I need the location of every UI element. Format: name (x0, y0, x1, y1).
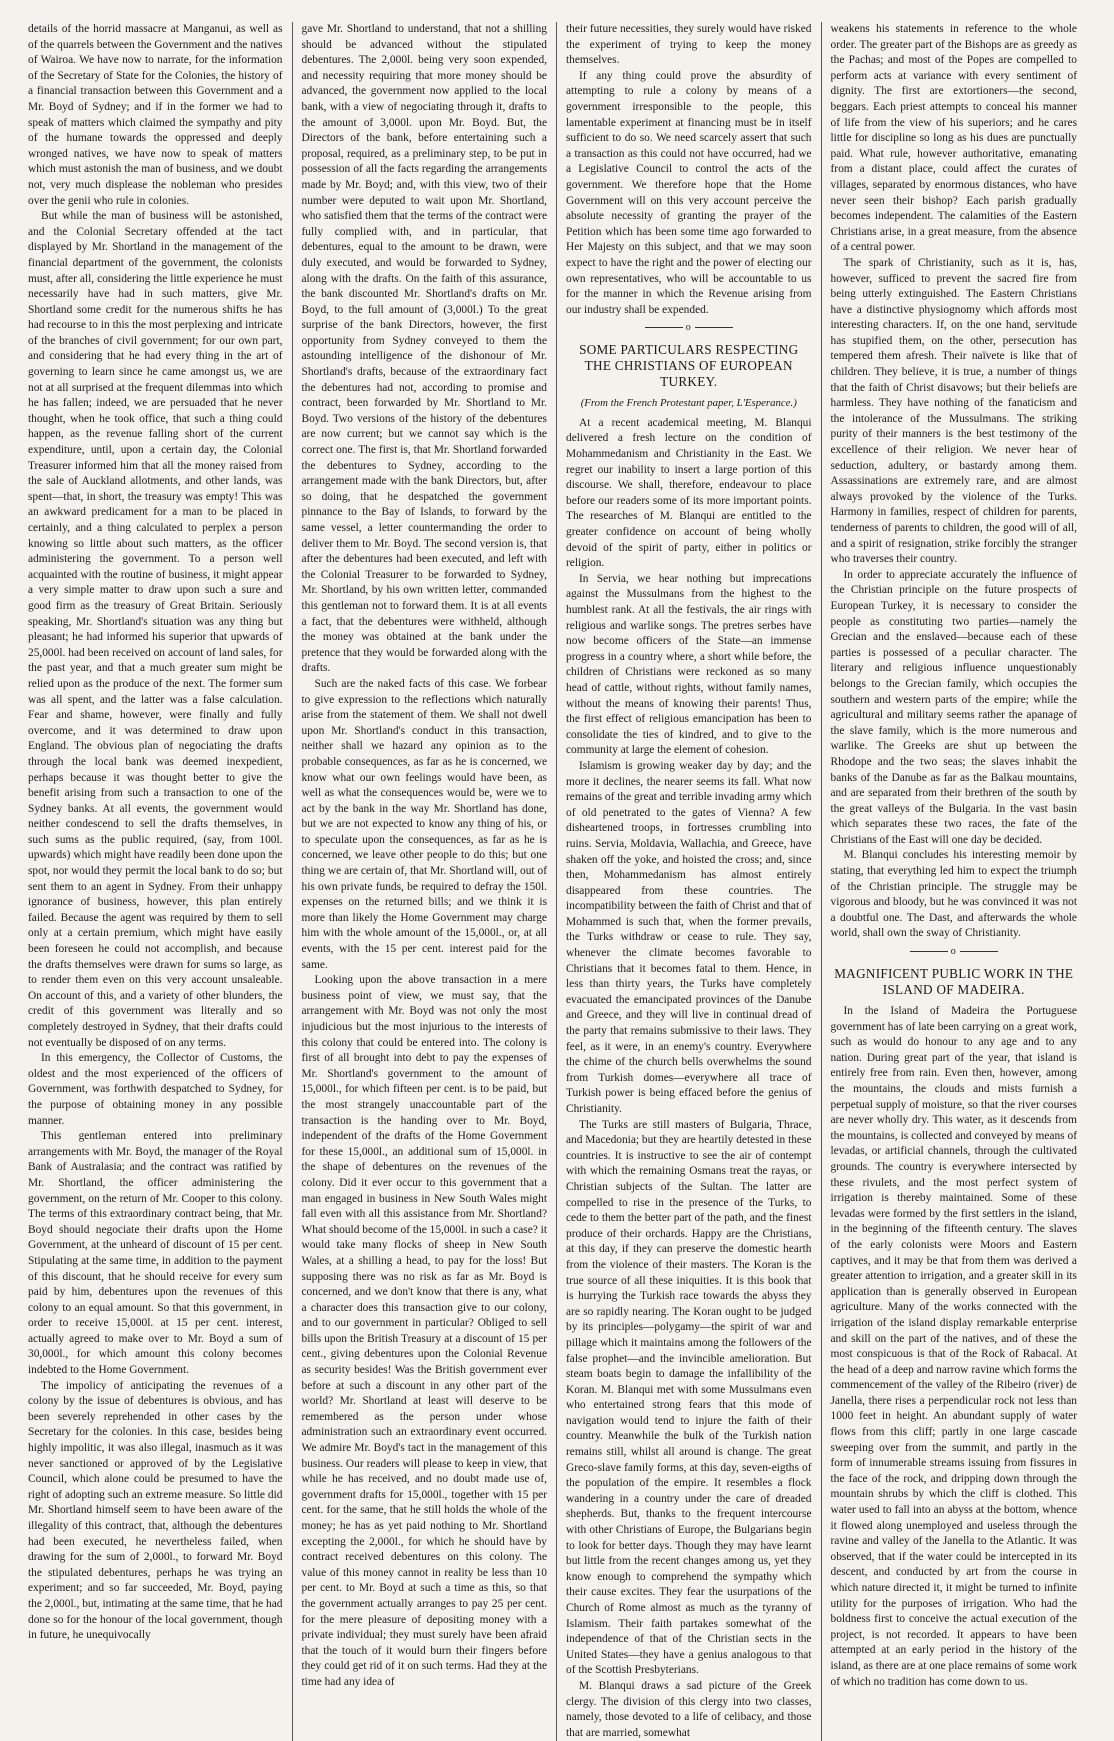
paragraph: details of the horrid massacre at Manganui, as well as of the quarrels between the Government and the natives of Wairoa. We have now to narrate, for the information of the Secretary of State for the Colonies, the history of a financial transaction between this Government and a Mr. Boyd of Sydney; and if in the former we had to speak of matters which claimed the sympathy and pity of the humane towards the oppressed and deeply wronged natives, we have now to speak of matters which must astonish the man of business, and we doubt not, very much displease the nobleman who presides over the genii who rule in colonies. (28, 23, 283, 207)
article-heading-madeira: MAGNIFICENT PUBLIC WORK IN THE ISLAND OF MADEIRA. (834, 966, 1074, 998)
column-4 (822, 22, 1087, 1741)
paragraph: But while the man of business will be astonished, and the Colonial Secretary offended at the tact displayed by Mr. Shortland in the management of the financial department of the government, the colonists must, after all, considering the little experience he must necessarily have had in such matters, give Mr. Shortland some credit for the numerous shifts he has had recourse to in this the most perplexing and intricate of the branches of civil government; for our own part, and considering that he had every thing in the art of governing to learn since he came amongst us, we are not at all surprised at the frequent dilemmas into which he has fallen; indeed, we are persuaded that he never thought, when he took office, that such a thing could happen, as the revenue falling short of the current expenditure, until, upon a certain day, the Colonial Treasurer informed him that all the money raised from the sale of Auckland allotments, and other lands, was spent—that, in short, the treasury was empty! This was an awkward predicament for a man to be placed in certainly, and a thing calculated to perplex a person knowing so little about such matters, as the officer administering the government. To a person well acquainted with the routine of business, it might appear a very simple matter to draw upon such a sure and good firm as the treasury of Great Britain. Seriously speaking, Mr. Shortland's situation was any thing but pleasant; he had informed his superior that upwards of 25,000l. had been received on account of land sales, for the past year, and that a much greater sum might be relied upon as the produce of the next. The former sum was all spent, and the latter was a false calculation. Fear and shame, however, were finally and fully overcome, and it was determined to draw upon England. The obvious plan of negociating the drafts through the local bank was deemed inexpedient, perhaps because it was thought better to give the benefit arising from such a transaction to one of the Sydney banks. At all events, the government would neither condescend to sell the drafts themselves, in such sums as the public required, (say, from 100l. upwards) which might have readily been done upon the spot, nor would they permit the local bank to do so; but sent them to an agent in Sydney. From their unhappy ignorance of business, however, this plan entirely failed. Because the agent was required by them to sell only at a certain premium, which might have easily been foreseen he could not accomplish, and because the drafts themselves were drawn for sums so large, as to render them even on this very account unsaleable. On account of this, and a variety of other blunders, the credit of this government was literally and so completely destroyed in Sydney, that their drafts could not eventually be disposed of on any terms. (28, 210, 283, 1049)
column-1 (28, 22, 293, 1741)
column-2 (293, 22, 558, 1741)
paragraph: The spark of Christianity, such as it is, has, however, sufficed to prevent the sacred fire from being utterly extinguished. The Eastern Christians have a distinctive physiognomy which affords most interesting characters. If, on the one hand, servitude has stupified them, on the other, persecution has tempered them afresh. Their naïvete is like that of children. They believe, it is true, a number of things that the faith of Christ disavows; but their beliefs are harmless. They have nothing of the fanaticism and the intolerance of the Mussulmans. The striking purity of their manners is the best testimony of the excellence of their religion. We never hear of seduction, adultery, or bastardy among them. Assassinations are extremely rare, and are almost always provoked by the violence of the Turks. Harmony in families, respect of children for parents, tenderness of parents to children, the good will of all, and a spirit of resignation, strike forcibly the stranger who traverses their country. (830, 256, 1077, 566)
paragraph: M. Blanqui concludes his interesting memoir by stating, that everything led him to expect the triumph of the Christian principle. The struggle may be vigorous and bloody, but he was convinced it was not a doubtful one. The Dast, and afterwards the whole world, shall own the sway of Christianity. (830, 849, 1077, 940)
paragraph: Such are the naked facts of this case. We forbear to give expression to the reflections which naturally arise from the statement of them. We shall not dwell upon Mr. Shortland's conduct in this transaction, neither shall we hazard any opinion as to the probable consequences, as far as he is concerned, we know what our own feelings would have been, as well as what the consequences would be, were we to act by the bank in the way Mr. Shortland has done, but we are not expected to know any thing of his, or to speculate upon the consequences, as far as he is concerned, we leave other people to do this; but one thing we are certain of, that Mr. Shortland will, out of his own private funds, be required to defray the 150l. expenses on the returned bills; and we think it is more than likely the Home Government may charge him with the whole amount of the 15,000l., or, at all events, with the 15 per cent. interest paid for the same. (301, 677, 547, 971)
paragraph: In this emergency, the Collector of Customs, the oldest and the most experienced of the officers of Government, was forthwith despatched to Sydney, for the purpose of obtaining money in any possible manner. (28, 1052, 283, 1127)
paragraph: In order to appreciate accurately the influence of the Christian principle on the future prospects of European Turkey, it is necessary to consider the people as constituting two parties—namely the Grecian and the enslaved—because each of these parties is possessed of a peculiar character. The literary and religious influence unquestionably belongs to the Grecian family, which occupies the southern and western parts of the empire; while the agricultural and military seems rather the apanage of the slave family, which is the more numerous and warlike. The Greeks are shut up between the Rhodope and the two seas; the slaves inhabit the banks of the Danube as far as the Balkau mountains, and are separated from their brethren of the south by the great valleys of the Bulgaria. In the vast basin which separates these two races, the fate of the Christians of the East will one day be decided. (830, 568, 1077, 846)
paragraph: This gentleman entered into preliminary arrangements with Mr. Boyd, the manager of the Royal Bank of Australasia; and the contract was ratified by Mr. Shortland, the officer administering the government, on the return of Mr. Cooper to this colony. The terms of this extraordinary contract being, that Mr. Boyd should negociate their drafts upon the Home Government, at the unheard of discount of 15 per cent. Stipulating at the same time, in addition to the payment of this discount, that he should receive for every sum paid by him, debentures upon the revenues of this colony to an equal amount. So that this government, in order to receive 15,000l. at 15 per cent. interest, actually agreed to make over to Mr. Boyd a sum of 30,000l., for which amount this colony becomes indebted to the Home Government. (28, 1130, 283, 1377)
section-divider: o (566, 322, 812, 334)
paragraph: In Servia, we hear nothing but imprecations against the Mussulmans from the highest to the humblest rank. At all the festivals, the air rings with religious and warlike songs. The pretres serbes have now become officers of the State—an immense progress in a country where, a short while before, the children of Christians were reckoned as so many head of cattle, without rights, without family names, without the means of knowing their parents! Thus, the first effect of religious emancipation has been to consolidate the ties of kindred, and to give to the community at large the element of cohesion. (566, 572, 812, 757)
paragraph: Looking upon the above transaction in a mere business point of view, we must say, that the arrangement with Mr. Boyd was not only the most injudicious but the most injurious to the interests of this colony that could be entered into. The colony is first of all brought into debt to pay the expenses of Mr. Shortland's government to the amount of 15,000l., for which fifteen per cent. is to be paid, but the most strangely unaccountable part of the transaction is the handing over to Mr. Boyd, independent of the drafts of the Home Government for these 15,000l., an additional sum of 15,000l. in the shape of debentures on the revenues of the colony. Did it ever occur to this government that a man engaged in business in New South Wales might fall even with all this assistance from Mr. Shortland? What should become of the 15,000l. in such a case? it would take many flocks of sheep in New South Wales, at a shilling a head, to pay for the loss! But supposing there was no risk as far as Mr. Boyd is concerned, and we don't know that there is any, what a character does this transaction give to our colony, and to our government in particular? Obliged to sell bills upon the British Treasury at a discount of 15 per cent., giving debentures upon the Colonial Revenue as security besides! Was the British government ever before at such a discount in any other part of the world? Mr. Shortland at least will deserve to be remembered as the person under whose administration such an extraordinary event occurred. We admire Mr. Boyd's tact in the management of this business. Our readers will please to keep in view, that while he has received, and no doubt made use of, government drafts for 15,000l., together with 15 per cent. for the same, that he still holds the whole of the money; he has as yet paid nothing to Mr. Shortland excepting the 2,000l., for which he should have by contract received debentures on this colony. The value of this money cannot in reality be less than 10 per cent. to Mr. Boyd at such a time as this, so that the government actually arranges to pay 25 per cent. for the mere pleasure of depositing money with a private individual; they must surely have been afraid that the touch of it would burn their fingers before they could get rid of it on such terms. Had they at the time had any idea of (301, 974, 547, 1688)
paragraph: M. Blanqui draws a sad picture of the Greek clergy. The division of this clergy into two classes, namely, those devoted to a life of celibacy, and those that are married, somewhat (566, 1679, 812, 1739)
paragraph: The impolicy of anticipating the revenues of a colony by the issue of debentures is obvious, and has been severely reprehended in other cases by the Secretary for the colonies. In this case, besides being highly impolitic, it was also illegal, inasmuch as it was never sanctioned or approved of by the Legislative Council, which alone could be presumed to have the right of adopting such an extreme measure. So little did Mr. Shortland himself seem to have been aware of the illegality of this contract, that, although the debentures had been executed, he nevertheless failed, when drawing for the sum of 2,000l., to forward Mr. Boyd the stipulated debentures, perhaps he was trying an experiment; and so far succeeded, Mr. Boyd, paying the 2,000l., but, intimating at the same time, that he had done so for the honour of the local government, though in future, he unequivocally (28, 1379, 283, 1642)
article-heading-turkey: SOME PARTICULARS RESPECTING THE CHRISTIANS OF EUROPEAN TURKEY. (579, 342, 799, 390)
paragraph: Islamism is growing weaker day by day; and the more it declines, the nearer seems its fall. What now remains of the great and terrible invading army which of old penetrated to the gates of Vienna? A few disheartened troops, in fortresses crumbling into ruins. Servia, Moldavia, Wallachia, and Greece, have shaken off the yoke, and hoisted the cross; and, since then, Mohammedanism has almost entirely disappeared from these countries. The incompatibility between the faith of Christ and that of Mohammed is such that, when the former prevails, the Turks withdraw or cease to rule. They say, whenever the climate becomes favorable to Christians that it becomes fatal to them. Hence, in less than thirty years, the Turks have completely evacuated the emancipated provinces of the Danube and Greece, and they will live in continual dread of the party that remains submissive to their laws. They feel, as it were, in an enemy's country. Everywhere the chime of the church bells overwhelms the sound from Turkish domes—everywhere all trace of Turkish power is being effaced before the genius of Christianity. (566, 759, 812, 1115)
paragraph: their future necessities, they surely would have risked the experiment of trying to keep the money themselves. (566, 23, 812, 67)
paragraph: weakens his statements in reference to the whole order. The greater part of the Bishops are as greedy as the Pachas; and most of the Popes are compelled to perform acts at variance with every sentiment of dignity. The first are extortioners—the second, beggars. Each priest attempts to conceal his manner of life from the view of his superiors; and he cares little for discipline so long as his dues are punctually paid. What rule, however authoritative, emanating from a distant place, could affect the curates of villages, separated by enormous distances, who have never seen their bishop? Each parish gradually becomes independent. The calamities of the Eastern Christians arise, in a great measure, from the absence of a central power. (830, 23, 1077, 254)
paragraph: The Turks are still masters of Bulgaria, Thrace, and Macedonia; but they are heartily detested in these countries. It is instructive to see the air of contempt with which the remaining Osmans treat the rayas, or Christian subjects of the Sultan. The latter are compelled to rise in the presence of the Turks, to cede to them the better part of the path, and the finest produce of their orchards. Happy are the Christians, at this day, if they can preserve the domestic hearth from the violence of their masters. The Koran is the true source of all these iniquities. It is this book that is hurrying the Turkish race towards the abyss they are so rapidly nearing. The Koran ought to be judged by its principles—polygamy—the spirit of war and pillage which it maintains among the followers of the false prophet—and the invincible amelioration. But steam boats begin to damage the infallibility of the Koran. M. Blanqui met with some Mussulmans even who entertained strong fears that this mode of navigation would tend to injure the faith of their country. Meanwhile the bulk of the Turkish nation remains still, whilst all around is change. The great Greco-slave family forms, at this day, seven-eigths of the population of the empire. It resembles a flock wandering in a country under the care of dreaded shepherds. But, thanks to the frequent intercourse with other Christians of Europe, the Bulgarians begin to look for better days. Though they may have learnt but little from the recent changes among us, yet they know enough to comprehend the sympathy which their cause excites. They fear the usurpations of the Church of Rome almost as much as the tyranny of Islamism. Their faith partakes somewhat of the independence of that of the Christian sects in the United States—they have a genius analogous to that of the Scottish Presbyterians. (566, 1118, 812, 1677)
paragraph: gave Mr. Shortland to understand, that not a shilling should be advanced without the stipulated debentures. The 2,000l. being very soon expended, and necessity requiring that more money should be advanced, the government now applied to the local bank, with a view of negociating through it, drafts to the amount of 3,000l. upon Mr. Boyd. But, the Directors of the bank, before entertaining such a proposal, required, as a preliminary step, to be put in possession of all the facts regarding the arrangements made by Mr. Boyd; and, with this view, two of their number were deputed to wait upon Mr. Shortland, who satisfied them that the terms of the contract were fully complied with, and in particular, that debentures, equal to the amount to be drawn, were duly executed, and would be forwarded to Sydney, along with the drafts. On the faith of this assurance, the bank discounted Mr. Shortland's drafts on Mr. Boyd, to the full amount of (3,000l.) To the great surprise of the bank Directors, however, the first opportunity from Sydney conveyed to them the astounding intelligence of the dishonour of Mr. Shortland's drafts, because of the extraordinary fact the debentures had not, according to promise and contract, been forwarded by Mr. Shortland to Mr. Boyd. Two versions of the history of the debentures are now current; but we cannot say which is the correct one. The first is, that Mr. Shortland forwarded the debentures to Sydney, according to the arrangement made with the bank Directors, but, after so doing, that he despatched the government pinnance to the Bay of Islands, to forward by the same vessel, a letter countermanding the order to deliver them to Mr. Boyd. The second version is, that after the debentures had been executed, and left with the Colonial Treasurer to be forwarded to Sydney, Mr. Shortland, by his own written letter, commanded this gentleman not to forward them. It is at all events a fact, that the debentures were withheld, although the money was obtained at the bank under the pretence that they would be forwarded along with the drafts. (301, 23, 547, 675)
paragraph: If any thing could prove the absurdity of attempting to rule a colony by means of a government irresponsible to the people, this lamentable experiment at financing must be in itself sufficient to do so. We need scarcely assert that such a transaction as this could not have occurred, had we a Legislative Council to control the acts of the government. We therefore hope that the Home Government will on this very account perceive the absolute necessity of granting the prayer of the Petition which has been some time ago forwarded to Her Majesty on this subject, and that we may soon expect to have the right and the power of electing our own representatives, who will be accountable to us for the manner in which the Revenue arising from our industry shall be expended. (566, 69, 812, 316)
article-source: (From the French Protestant paper, L'Esperance.) (580, 397, 797, 410)
paragraph: In the Island of Madeira the Portuguese government has of late been carrying on a great work, such as would do honour to any age and to any nation. During great part of the year, that island is entirely free from rain. Even then, however, among the mountains, the clouds and mists furnish a perpetual supply of moisture, so that the river courses are never wholly dry. This water, as it descends from the mountains, is collected and conveyed by means of levadas, or artificial channels, through the cultivated grounds. The country is everywhere intersected by these rivulets, and the most perfect system of irrigation is thereby maintained. Some of these levadas were formed by the first settlers in the island, in the beginning of the fifteenth century. The slaves of the early colonists were Moors and Eastern captives, and it may be that from them was derived a greater attention to irrigation, and a greater skill in its application than is generally observed in European agriculture. Many of the works connected with the irrigation of the island display remarkable enterprise and skill on the part of the natives, and of these the most conspicuous is that of the Rock of Rabacal. At the head of a deep and narrow ravine which forms the commencement of the valley of the Ribeiro (river) de Janella, there rises a perpendicular rock not less than 1000 feet in height. An abundant supply of water flows from this cliff; partly in one large cascade sweeping over from the summit, and partly in the form of innumerable streams issuing from fissures in the face of the rock, and dripping down through the mountain shrubs by which the cliff is clothed. This water used to fall into an abyss at the bottom, whence it flowed along unemployed and useless through the ravine and valley of the Janella to the Atlantic. It was observed, that if the water could be intercepted in its descent, and conducted by art from the course in which nature directed it, it might be turned to infinite utility for the purposes of irrigation. Who had the boldness first to conceive the actual execution of the project, is not recorded. It appears to have been attempted at an early period in the history of the island, as there are at one place remains of some work of which no tradition has come down to us. (830, 1005, 1077, 1688)
column-3 (557, 22, 822, 1741)
section-divider: o (831, 946, 1078, 958)
paragraph: At a recent academical meeting, M. Blanqui delivered a fresh lecture on the condition of Mohammedanism and Christianity in the East. We regret our inability to insert a large portion of this discourse. We shall, therefore, endeavour to place before our readers some of its more important points. The researches of M. Blanqui are entitled to the greater confidence on account of being wholly devoid of the spirit of party, either in politics or religion. (566, 416, 812, 570)
